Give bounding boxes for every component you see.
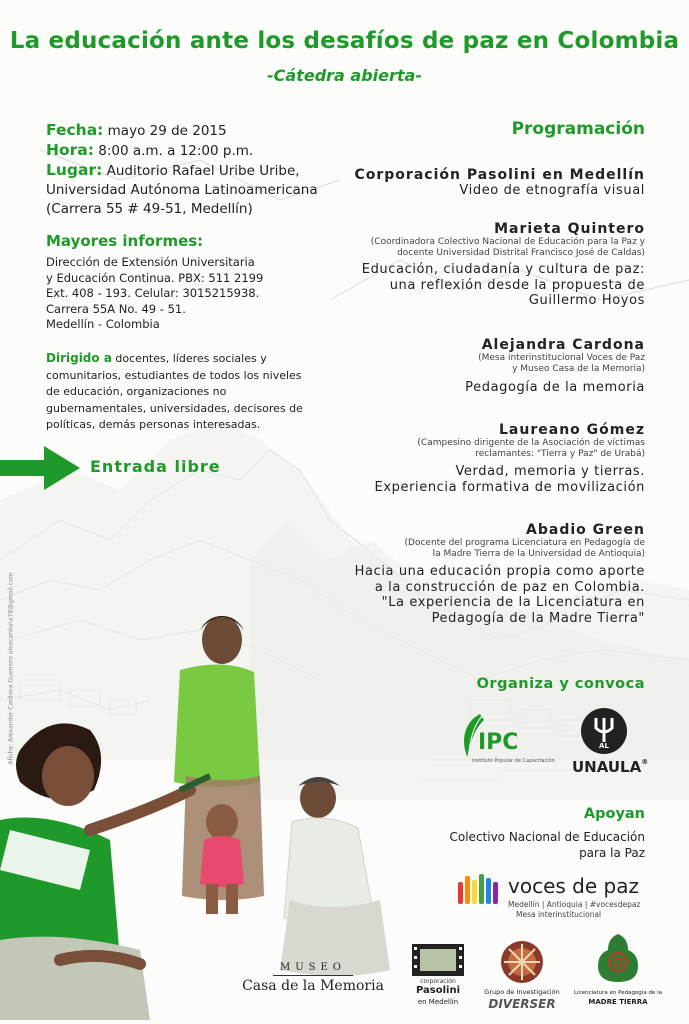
fecha-value: mayo 29 de 2015	[107, 123, 227, 139]
speaker-role: (Coordinadora Colectivo Nacional de Educación para la Paz y	[370, 237, 645, 247]
talk-line: a la construcción de paz en Colombia.	[374, 579, 645, 595]
poster-subtitle: -Cátedra abierta-	[267, 66, 422, 85]
talk-line: "La experiencia de la Licenciatura en	[381, 595, 645, 610]
lugar-label: Lugar:	[46, 161, 103, 179]
informes-line: y Educación Continua. PBX: 511 2199	[46, 270, 264, 285]
talk-line: Pedagogía de la Madre Tierra"	[431, 610, 645, 626]
lugar-line2: Universidad Autónoma Latinoamericana	[46, 182, 318, 198]
informes-line: Dirección de Extensión Universitaria	[46, 255, 255, 269]
museo-bottom: Casa de la Memoria	[242, 978, 384, 994]
informes-line: Medellín - Colombia	[46, 317, 160, 331]
talk-line: Guillermo Hoyos	[528, 293, 645, 308]
voces-name: voces de paz	[508, 874, 639, 898]
diverser-logo	[484, 940, 560, 1020]
museo-divider	[273, 975, 353, 976]
unaula-registered: ®	[641, 758, 649, 766]
speaker-role: la Madre Tierra de la Universidad de Antioquia)	[432, 549, 645, 559]
program-item	[225, 167, 645, 199]
hora-label: Hora:	[46, 141, 94, 159]
arrow-right-icon	[0, 446, 80, 490]
poster-title: La educación ante los desafíos de paz en Colombia	[9, 28, 680, 54]
ipc-name: IPC	[478, 730, 519, 755]
program-item	[225, 221, 645, 309]
voces-de-paz-logo	[456, 870, 646, 922]
ipc-logo	[458, 712, 558, 768]
speaker-name: Marieta Quintero	[494, 221, 645, 237]
informes-line: Ext. 408 - 193. Celular: 3015215938.	[46, 286, 260, 300]
programacion-heading: Programación	[511, 119, 645, 139]
voces-subtitle: Medellín | Antioquia | #vocesdepaz	[508, 900, 641, 909]
talk-line: Video de etnografía visual	[459, 183, 645, 198]
diverser-emblem-icon	[500, 940, 544, 984]
community-illustration	[0, 600, 420, 1020]
talk-line: Pedagogía de la memoria	[465, 380, 645, 395]
informes-line: Carrera 55A No. 49 - 51.	[46, 301, 186, 316]
talk-line: Verdad, memoria y tierras.	[455, 464, 645, 479]
madre-line1: Licenciatura en Pedagogía de la	[574, 990, 662, 996]
unaula-text: UNAULA	[572, 758, 642, 776]
speaker-role: (Mesa interinstitucional Voces de Paz	[478, 353, 645, 363]
hora-value: 8:00 a.m. a 12:00 p.m.	[98, 143, 254, 159]
entrada-libre: Entrada libre	[90, 457, 221, 476]
speaker-role: (Campesino dirigente de la Asociación de víctimas	[417, 438, 645, 448]
diverser-line2: DIVERSER	[488, 997, 556, 1011]
speaker-role: reclamantes: "Tierra y Paz" de Urabá)	[475, 449, 645, 459]
pasolini-line1: corporación	[420, 978, 456, 985]
speaker-role: y Museo Casa de la Memoria)	[512, 364, 645, 374]
talk-line: Educación, ciudadanía y cultura de paz:	[361, 262, 645, 277]
talk-line: Hacia una educación propia como aporte	[354, 564, 645, 579]
pasolini-line3: en Medellín	[417, 998, 459, 1006]
diverser-line1: Grupo de Investigación	[484, 988, 560, 996]
ipc-subtitle: Instituto Popular de Capacitación	[472, 758, 555, 764]
voces-subtitle-2: Mesa interinstitucional	[516, 910, 602, 919]
pasolini-line2: Pasolini	[415, 985, 461, 996]
unaula-logo	[568, 706, 648, 778]
unaula-name	[572, 758, 648, 776]
unaula-al: AL	[599, 742, 609, 750]
film-strip-icon	[412, 944, 464, 976]
apoyan-line: Colectivo Nacional de Educación	[449, 830, 645, 844]
museo-casa-memoria-logo	[236, 962, 390, 994]
organiza-heading: Organiza y convoca	[476, 676, 645, 692]
speaker-name: Corporación Pasolini en Medellín	[354, 167, 645, 183]
fecha-label: Fecha:	[46, 121, 104, 139]
apoyan-line: para la Paz	[579, 846, 645, 860]
museo-top: MUSEO	[279, 962, 346, 973]
informes-heading: Mayores informes:	[46, 232, 204, 250]
hands-icon	[456, 872, 506, 906]
madre-tierra-emblem-icon	[596, 932, 640, 984]
speaker-role: docente Universidad Distrital Francisco José de Caldas)	[397, 248, 645, 258]
lugar-value: Auditorio Rafael Uribe Uribe,	[106, 163, 300, 179]
speaker-name: Laureano Gómez	[499, 422, 645, 438]
lugar-line3: (Carrera 55 # 49-51, Medellín)	[46, 201, 253, 217]
apoyan-heading: Apoyan	[583, 806, 645, 822]
poster-credit: Afiche: Alexander Cardona Guerrero alexcardona78@gmail.com	[7, 572, 15, 765]
madre-tierra-logo	[572, 932, 664, 1020]
program-item	[225, 422, 645, 495]
apoyan-text	[450, 829, 646, 861]
speaker-name: Abadio Green	[526, 522, 645, 538]
madre-line2: MADRE TIERRA	[588, 998, 648, 1006]
pasolini-logo	[410, 944, 466, 1020]
dirigido-text: docentes, líderes sociales y comunitarios, estudiantes de todos los niveles de educación, organizaciones no gubernamentales, universidades, decisores de políticas, demás personas interesadas.	[46, 352, 303, 431]
speaker-name: Alejandra Cardona	[481, 337, 645, 353]
talk-line: Experiencia formativa de movilización	[374, 479, 645, 495]
talk-line: una reflexión desde la propuesta de	[389, 277, 645, 293]
speaker-role: (Docente del programa Licenciatura en Pedagogía de	[404, 538, 645, 548]
dirigido-label: Dirigido a	[46, 351, 112, 365]
program-item	[225, 337, 645, 396]
